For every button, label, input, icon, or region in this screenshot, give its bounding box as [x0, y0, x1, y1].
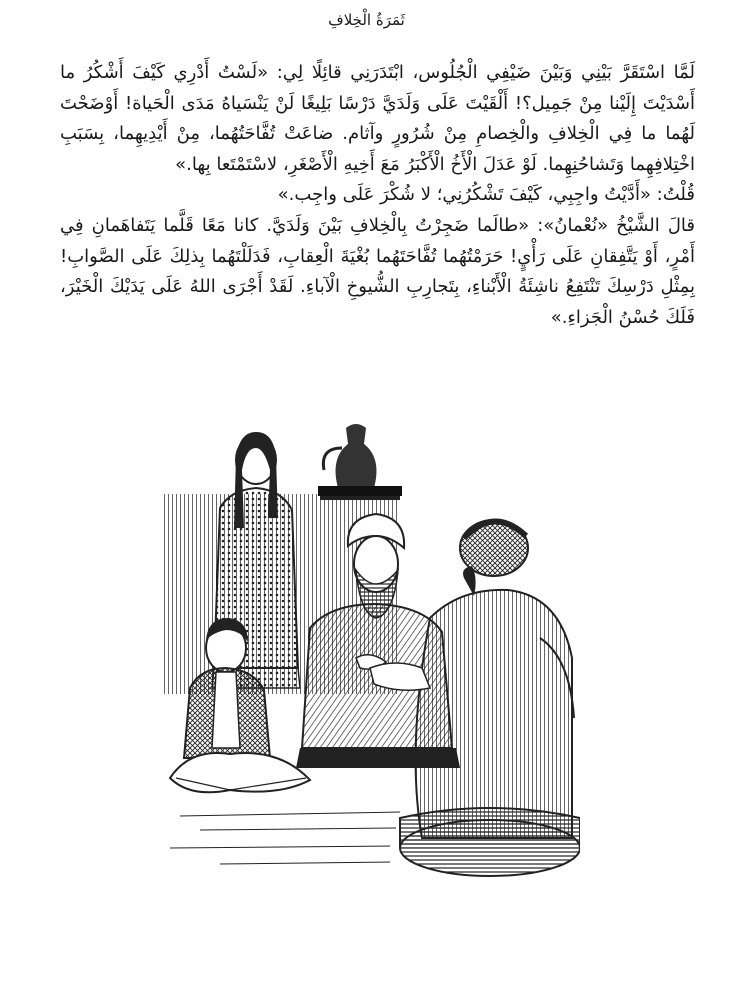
floor-cushion	[400, 808, 580, 876]
paragraph-3: قالَ الشَّيْخُ «نُعْمانُ»: «طالَما ضَجِرْتُ بِالْخِلافِ بَيْنَ وَلَدَيَّ. كانا مَعًا قَلَّما يَتَفاهَمانِ فِي أَمْرٍ، أَوْ يَتَّفِقانِ عَلَى رَأْيٍ! حَرَمْتُهُما تُفَّاحَتَهُما بُغْيَةَ الْعِقابِ، فَدَلَلْتَهُما بِذلِكَ عَلَى الصَّوابِ! بِمِثْلِ دَرْسِكَ تَنْتَفِعُ ناشِئَةُ الْأَبْناءِ، بِتَجارِبِ الشُّيوخِ الْآباءِ. لَقَدْ أَجْرَى اللهُ عَلَى يَدَيْكَ الْخَيْرَ، فَلَكَ حُسْنُ الْجَزاءِ.»	[60, 214, 695, 328]
turbaned-guest	[370, 520, 574, 838]
page-title: ثَمَرَةُ الْخِلافِ	[328, 11, 405, 29]
engraving-image	[160, 418, 580, 880]
story-text	[60, 58, 695, 333]
paragraph-1: لَمَّا اسْتَقَرَّ بَيْنِي وَبَيْنَ ضَيْفِي الْجُلُوس، ابْتَدَرَنِي قائِلًا لِي: «لَسْتُ أَدْرِي كَيْفَ أَشْكُرُ ما أَسْدَيْتَ إِلَيْنا مِنْ جَمِيل؟! أَلْقَيْتَ عَلَى وَلَدَيَّ دَرْسًا بَلِيغًا لَنْ يَنْسَياهُ مَدَى الْحَياة! أَوْضَحْتَ لَهُما ما فِي الْخِلافِ والْخِصامِ مِنْ شُرُورٍ وآثام. ضاعَتْ تُفَّاحَتُهُما، مِنْ أَيْدِيهِما، بِسَبَبِ اخْتِلافِهِما وَتَشاحُنِهِما. لَوْ عَدَلَ الْأَخُ الْأَكْبَرُ مَعَ أَخِيهِ الْأَصْغَرِ، لاسْتَمْتَعا بِها.»	[60, 62, 695, 175]
floor-lines	[170, 812, 400, 864]
paragraph-2: قُلْتُ: «أَدَّيْتُ واجِبِي، كَيْفَ تَشْكُرُنِي؛ لا شُكْرَ عَلَى واجِب.»	[277, 184, 695, 206]
water-jug	[318, 424, 402, 496]
story-illustration	[160, 418, 580, 880]
